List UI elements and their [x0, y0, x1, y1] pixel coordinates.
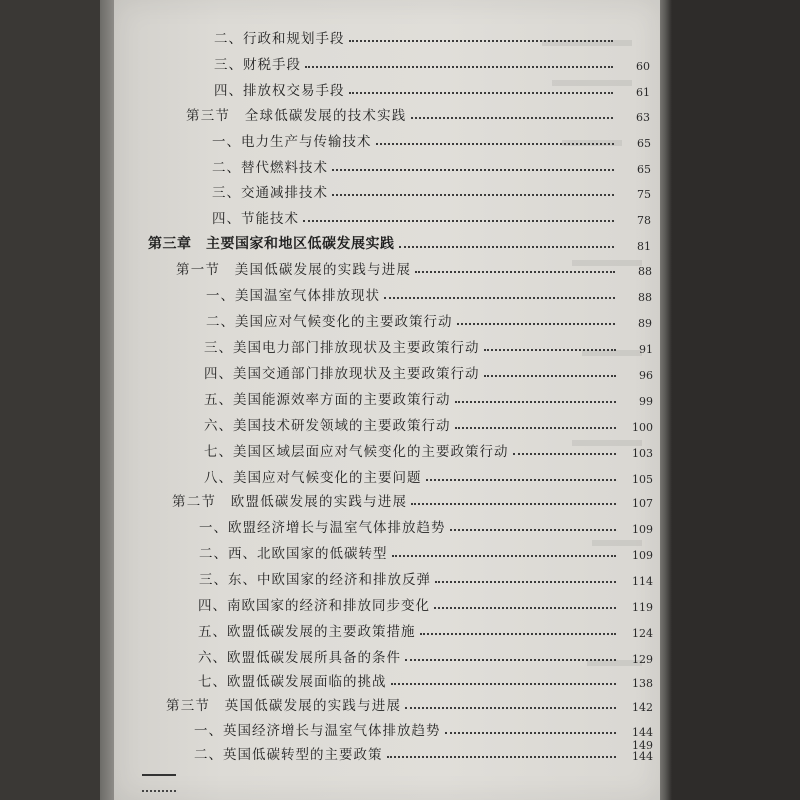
- toc-entry-label: 三、美国电力部门排放现状及主要政策行动: [204, 340, 480, 356]
- toc-page-number: 100: [632, 421, 653, 434]
- toc-entry-label: 一、美国温室气体排放现状: [206, 288, 380, 304]
- toc-page-number: 88: [638, 265, 652, 278]
- leader-dots: [455, 401, 617, 403]
- leader-dots: [376, 143, 615, 145]
- leader-dots: [411, 117, 614, 119]
- toc-entry: [114, 51, 660, 73]
- toc-page-number: 60: [636, 60, 650, 73]
- toc-page-number: 129: [632, 653, 653, 666]
- toc-entry-label: 三、东、中欧国家的经济和排放反弹: [199, 572, 431, 588]
- toc-page-number: 75: [637, 188, 651, 201]
- leader-dots: [349, 40, 614, 42]
- toc-section-entry: [114, 256, 660, 278]
- footer-dotted-rule: [142, 790, 176, 796]
- toc-page-number: 65: [637, 163, 651, 176]
- toc-entry-label: 三、财税手段: [214, 57, 301, 73]
- toc-page-number: 114: [632, 575, 653, 588]
- toc-entry-label: 四、节能技术: [212, 211, 299, 227]
- toc-entry: [114, 128, 660, 150]
- footer-rule: [142, 774, 176, 776]
- toc-entry-label: 七、欧盟低碳发展面临的挑战: [198, 674, 387, 690]
- toc-entry: [114, 668, 660, 690]
- toc-page-number: 103: [632, 447, 653, 460]
- toc-page-number: 91: [639, 343, 653, 356]
- toc-entry: [114, 566, 660, 588]
- toc-entry-label: 四、美国交通部门排放现状及主要政策行动: [204, 366, 480, 382]
- toc-section-entry: [114, 102, 660, 124]
- toc-entry: [114, 741, 660, 763]
- table-of-contents: [114, 0, 660, 800]
- toc-entry-label: 第三节 英国低碳发展的实践与进展: [166, 698, 402, 714]
- leader-dots: [435, 581, 616, 583]
- toc-section-entry: [114, 692, 660, 714]
- toc-entry: [114, 412, 660, 434]
- toc-entry: [114, 154, 660, 176]
- leader-dots: [392, 555, 617, 557]
- toc-entry-label: 第一节 美国低碳发展的实践与进展: [176, 262, 412, 278]
- leader-dots: [450, 529, 617, 531]
- toc-entry: [114, 514, 660, 536]
- toc-entry: [114, 308, 660, 330]
- toc-page-number: 89: [638, 317, 652, 330]
- toc-page-number: 109: [632, 523, 653, 536]
- toc-entry: [114, 282, 660, 304]
- toc-entry: [114, 618, 660, 640]
- leader-dots: [305, 66, 613, 68]
- toc-entry: [114, 205, 660, 227]
- toc-entry-label: 二、英国低碳转型的主要政策: [194, 747, 383, 763]
- toc-entry: [114, 360, 660, 382]
- toc-entry: [114, 644, 660, 666]
- leader-dots: [349, 92, 614, 94]
- toc-entry-label: 五、欧盟低碳发展的主要政策措施: [198, 624, 416, 640]
- leader-dots: [332, 194, 614, 196]
- toc-page-number: 124: [632, 627, 653, 640]
- leader-dots: [434, 607, 616, 609]
- leader-dots: [332, 169, 614, 171]
- toc-entry-label: 第三章 主要国家和地区低碳发展实践: [148, 236, 395, 252]
- leader-dots: [513, 453, 617, 455]
- toc-entry-label: 一、欧盟经济增长与温室气体排放趋势: [199, 520, 446, 536]
- toc-entry: [114, 438, 660, 460]
- toc-page-number: 63: [636, 111, 650, 124]
- toc-entry-label: 第二节 欧盟低碳发展的实践与进展: [172, 494, 408, 510]
- toc-entry: [114, 77, 660, 99]
- toc-page-number: 144: [632, 726, 653, 739]
- leader-dots: [384, 297, 615, 299]
- leader-dots: [405, 707, 616, 709]
- toc-entry-label: 五、美国能源效率方面的主要政策行动: [204, 392, 451, 408]
- book-page: [114, 0, 660, 800]
- toc-entry: [114, 540, 660, 562]
- toc-entry: [114, 25, 660, 47]
- leader-dots: [399, 246, 615, 248]
- toc-page-number: 61: [636, 86, 650, 99]
- toc-entry-label: 第三节 全球低碳发展的技术实践: [186, 108, 407, 124]
- toc-entry-label: 七、美国区域层面应对气候变化的主要政策行动: [204, 444, 509, 460]
- toc-page-number: 105: [632, 473, 653, 486]
- toc-page-number: 119: [632, 601, 653, 614]
- toc-entry: [114, 179, 660, 201]
- toc-entry: [114, 386, 660, 408]
- toc-page-number: 107: [632, 497, 653, 510]
- leader-dots: [426, 479, 617, 481]
- leader-dots: [420, 633, 617, 635]
- leader-dots: [457, 323, 616, 325]
- toc-entry: [114, 464, 660, 486]
- leader-dots: [387, 756, 617, 758]
- toc-page-number: 149: [632, 739, 653, 752]
- toc-entry-label: 六、欧盟低碳发展所具备的条件: [198, 650, 401, 666]
- toc-page-number: 138: [632, 677, 653, 690]
- toc-entry-label: 二、行政和规划手段: [214, 31, 345, 47]
- toc-page-number: 99: [639, 395, 653, 408]
- toc-page-number: 109: [632, 549, 653, 562]
- toc-entry-label: 六、美国技术研发领域的主要政策行动: [204, 418, 451, 434]
- toc-entry: [114, 592, 660, 614]
- toc-page-number: 96: [639, 369, 653, 382]
- toc-entry-label: 八、美国应对气候变化的主要问题: [204, 470, 422, 486]
- leader-dots: [405, 659, 616, 661]
- toc-entry: [114, 717, 660, 739]
- toc-entry-label: 二、西、北欧国家的低碳转型: [199, 546, 388, 562]
- toc-page-number: 88: [638, 291, 652, 304]
- toc-page-number: 65: [637, 137, 651, 150]
- toc-entry-label: 四、排放权交易手段: [214, 83, 345, 99]
- leader-dots: [415, 271, 615, 273]
- toc-entry-label: 三、交通减排技术: [212, 185, 328, 201]
- toc-page-number: 78: [637, 214, 651, 227]
- toc-chapter-entry: [114, 231, 660, 253]
- toc-entry-label: 二、美国应对气候变化的主要政策行动: [206, 314, 453, 330]
- toc-entry-label: 一、英国经济增长与温室气体排放趋势: [194, 723, 441, 739]
- toc-entry-label: 一、电力生产与传输技术: [212, 134, 372, 150]
- toc-page-number: 81: [637, 240, 651, 253]
- leader-dots: [484, 375, 617, 377]
- leader-dots: [484, 349, 617, 351]
- leader-dots: [411, 503, 616, 505]
- toc-entry-label: 四、南欧国家的经济和排放同步变化: [198, 598, 430, 614]
- toc-entry: [114, 334, 660, 356]
- toc-entry-label: 二、替代燃料技术: [212, 160, 328, 176]
- leader-dots: [391, 683, 617, 685]
- toc-section-entry: [114, 488, 660, 510]
- leader-dots: [445, 732, 617, 734]
- leader-dots: [303, 220, 614, 222]
- leader-dots: [455, 427, 617, 429]
- toc-page-number: 144: [632, 750, 653, 763]
- toc-page-number: 142: [632, 701, 653, 714]
